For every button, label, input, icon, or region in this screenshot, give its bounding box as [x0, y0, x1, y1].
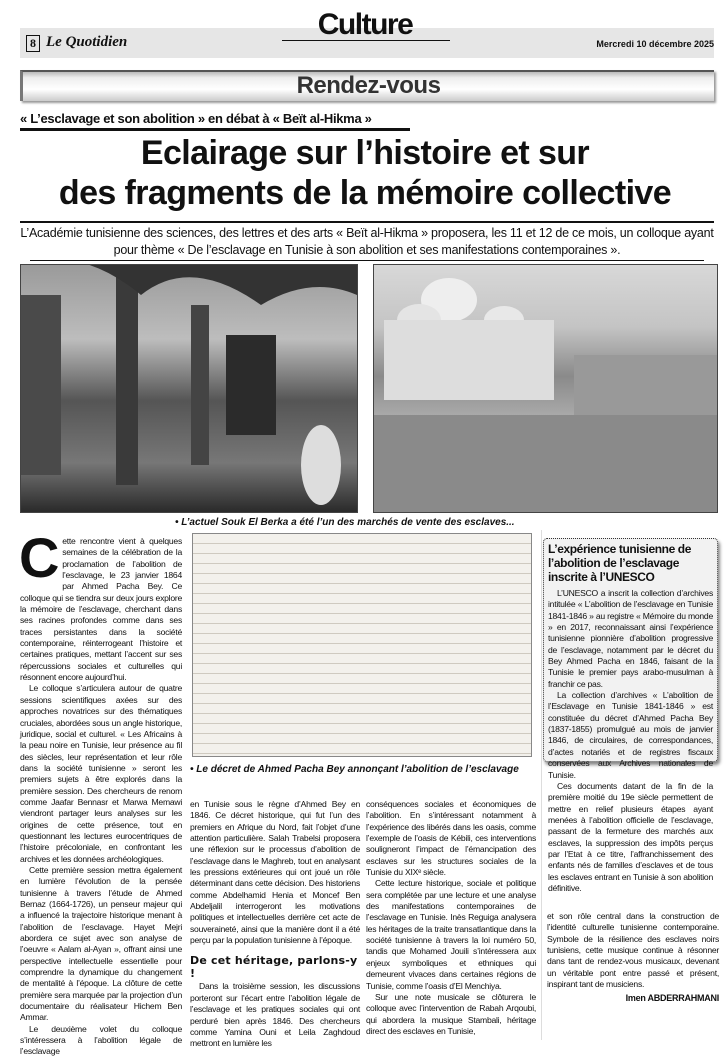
headline — [18, 133, 712, 213]
paragraph: en Tunisie sous le règne d’Ahmed Bey en 1846. Ce décret historique, qui fut l’un des premiers en Afrique du Nord, fait l’objet d’une attention particulière. Salah Trabelsi proposera une réflexion sur le processus d’abolition de l’esclavage dans le Maghreb, tout en analysant les pressions extérieures qui ont joué un rôle déterminant dans cette décision. Des historiens comme Abdelhamid Henia et Moncef Ben Abdeljalil interrogeront les motivations politiques et intellectuelles derrière cet acte de souveraineté, ainsi que la manière dont il a été perçu par la population tunisienne à l’époque. — [190, 799, 360, 946]
paragraph: Sur une note musicale se clôturera le colloque avec l’intervention de Rabah Arqoubi, qui abordera la musique Stambali, héritage direct des esclaves en Tunisie, — [366, 991, 536, 1036]
paragraph: Cette première session mettra également en lumière l’évolution de la pensée tunisienne à travers l’étude de Ahmed Bernaz (1664-1726), un penseur majeur qui a influencé la trajectoire historique menant à l’abolition de l’esclavage. Hayet Mejri abordera ce sujet avec son analyse de l’oeuvre « Aalam al-Ayan », offrant ainsi une perspective intellectuelle essentielle pour comprendre la dynamique du changement de mentalité à l’époque. La clôture de cette première sera marquée par la projection d’un documentaire du réalisateur Hichem Ben Ammar. — [20, 864, 182, 1023]
paragraph: Ces documents datant de la fin de la première moitié du 19e siècle permettent de mettre en relief plusieurs étapes ayant menées à l’abolition officielle de l’esclavage, passant de la fermeture des marchés aux esclaves, la suppression des impôts perçus par l’Etat à ce titre, l’affranchissement des enfants nés de familles d’esclaves et de tous les esclaves entrant en Tunisie à son abolition définitive. — [548, 780, 713, 893]
byline: Imen ABDERRAHMANI — [625, 993, 719, 1004]
paragraph: conséquences sociales et économiques de l’abolition. En s’intéressant notamment à l’expérience des libérés dans les oasis, comme l’exemple de l’oasis de Kébili, ces interventions souligneront l’impact de l’émancipation des esclaves sur les structures sociales de la Tunisie du XIXᵉ siècle. — [366, 799, 536, 878]
paragraph: Dans la troisième session, les discussions porteront sur l’écart entre l’abolition légale de l’esclavage et les pratiques sociales qui ont perduré bien après 1846. Des chercheurs comme Yamina Ouni et Leila Zaghdoud mettront en lumière les — [190, 981, 360, 1049]
sidebar-box — [543, 538, 718, 893]
paragraph: La collection d’archives « L’abolition de l’Esclavage en Tunisie 1841-1846 » est constituée du décret d’Ahmed Pacha Bey (1837-1855) promulgué au mois de janvier 1846, de circulaires, de correspondances, d’actes notariés et de registres fiscaux conservées aux Archives nationales de Tunisie. — [548, 690, 713, 780]
column-rule — [541, 530, 542, 1040]
rubric-label: Rendez-vous — [296, 72, 441, 99]
document-caption: • Le décret de Ahmed Pacha Bey annonçant l’abolition de l’esclavage — [190, 764, 519, 775]
souk-arches-illustration — [21, 265, 357, 512]
article-column-3 — [366, 799, 536, 1037]
section-title: Culture — [317, 8, 413, 41]
article-column-1 — [19, 526, 182, 1058]
page-number: 8 — [26, 35, 40, 52]
issue-date: Mercredi 10 décembre 2025 — [596, 39, 714, 49]
paragraph: Le colloque s’articulera autour de quatre sessions scientifiques axées sur des approches novatrices sur des thématiques cruciales, abordées sous un angle historique, juridique, social et culturel. « Les Africains à la peau noire en Tunisie, leur présence au fil des siècles, leur représentation et leur rôle dans la société tunisienne » seront les premiers sujets à être explorés dans la première session. Des chercheurs de renom comme Jaafar Bennasr et Marwa Memawi viendront partager leurs analyses sur les origines de cette présence, tout en questionnant les lectures eurocentriques de l’histoire précoloniale, en confrontant les archives et les données archéologiques. — [20, 683, 182, 864]
photo-caption: • L’actuel Souk El Berka a été l’un des marchés de vente des esclaves... — [175, 517, 515, 528]
deck-line-1: L’Académie tunisienne des sciences, des lettres et des arts « Beït al-Hikma » proposera, les 11 et 12 de ce mois, un — [20, 226, 634, 240]
paragraph: Cette lecture historique, sociale et politique sera complétée par une lecture et une analyse des manifestations contemporaines de l’esclavage en Tunisie. Inès Reguiga analysera les héritages de la traite transatlantique dans la société tunisienne à travers la loi numéro 50, tandis que Mohamed Jouili s’intéressera aux enjeux symboliques et ethniques qui demeurent vivaces dans certaines régions de Tunisie, comme l’oasis d’El Menchiya. — [366, 878, 536, 991]
souk-photo — [20, 264, 358, 513]
newspaper-name: Le Quotidien — [46, 34, 128, 50]
article-column-2 — [190, 799, 360, 1050]
subheading: De cet héritage, parlons-y ! — [190, 954, 358, 981]
sidebar-title: L’expérience tunisienne de l’abolition de l’esclavage inscrite à l’UNESCO — [548, 542, 691, 584]
kicker-text: « L’esclavage et son abolition » en débat à « Beït al-Hikma » — [20, 111, 372, 126]
headline-line-2: des fragments de la mémoire collective — [58, 174, 672, 212]
rubric-banner — [20, 70, 714, 101]
divider — [30, 260, 704, 261]
deck — [20, 221, 714, 259]
paragraph: ette rencontre vient à quelques semaines de la célébration de la proclamation de l’abolition de l’esclavage, le 23 janvier 1864 par Ahmed Pacha Bey. Ce colloque qui se tiendra sur deux jours explore la mémoire de l’esclavage, cherchant dans ses racines profondes comme dans ses traces persistantes dans la société contemporaine, réinterrogeant l’histoire et certaines pratiques, mettant l’accent sur ses répercussions sociales et culturelles qui résonnent encore aujourd’hui. — [20, 536, 182, 683]
paragraph: L’UNESCO a inscrit la collection d’archives intitulée « L’abolition de l’esclavage en Tunisie 1841-1846 » au registre « Mémoire du monde » en 2017, reconnaissant ainsi l’expérience tunisienne pionnière d’abolition progressive de l’esclavage, notamment par le décret du Bey Ahmed Pacha en 1846, faisant de la Tunisie le premier pays arabo-musulman à franchir ce pas. — [548, 588, 713, 689]
paragraph: Le deuxième volet du colloque s’intéressera à l’abolition légale de l’esclavage — [20, 1023, 182, 1057]
tunis-mosque-photo — [373, 264, 718, 513]
drop-cap: C — [19, 526, 60, 589]
mosque-domes-illustration — [374, 265, 717, 512]
headline-line-1: Eclairage sur l’histoire et sur — [140, 134, 590, 172]
article-column-4 — [547, 911, 719, 1005]
paragraph: et son rôle central dans la construction de l’identité culturelle tunisienne contemporaine. Symbole de la résilience des esclaves noirs tunisiens, cette musique continue à résonner dans tant de rendez-vous musicaux, devenant un véritable pont entre passé et présent, inspirant tant de musiciens. — [547, 911, 719, 990]
kicker — [20, 111, 410, 131]
section-underline — [282, 40, 450, 41]
deck-line-2: colloque ayant pour thème « De l’esclavage en Tunisie à son abolition et ses manifestations contemporaines ». — [113, 226, 714, 257]
decree-document-image — [192, 533, 532, 757]
